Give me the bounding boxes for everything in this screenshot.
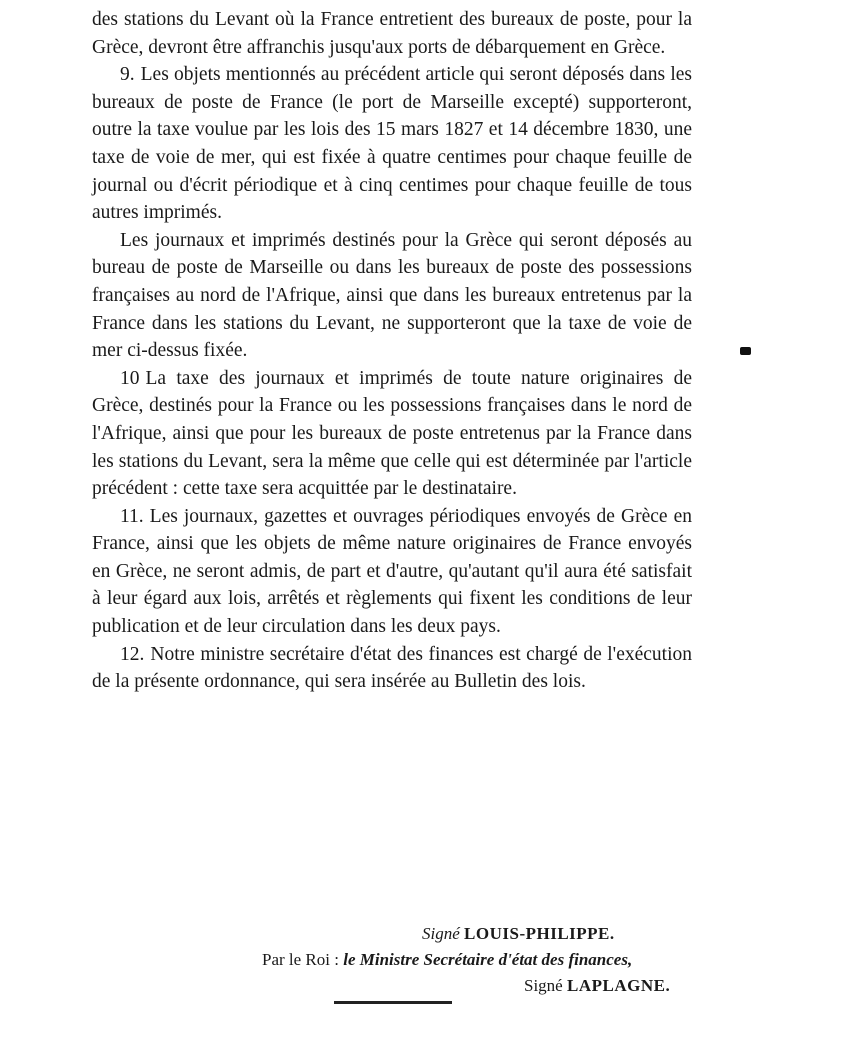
ordinance-body xyxy=(92,6,692,696)
paragraph-text: Les objets mentionnés au précédent article qui seront déposés dans les bureaux de poste de France (le port de Marseille excepté) supporteront, outre la taxe voulue par les lois des 15 mars 1827 et 14 décembre 1830, une taxe de voie de mer, qui est fixée à quatre centimes pour chaque feuille de journal ou d'écrit périodique et à cinq centimes pour chaque feuille de tous autres imprimés. xyxy=(92,64,692,224)
ink-blot xyxy=(740,347,751,355)
paragraph-text: Notre ministre secrétaire d'état des finances est chargé de l'exécution de la présente ordonnance, qui sera insérée au Bulletin des lois. xyxy=(92,643,692,693)
minister-name: LAPLAGNE. xyxy=(566,976,671,995)
article-number: 12. xyxy=(120,643,145,665)
minister-title: le Ministre Secrétaire d'état des finances, xyxy=(343,950,633,969)
paragraph-text: Les journaux, gazettes et ouvrages périodiques envoyés de Grèce en France, ainsi que les objets de même nature originaires de France envoyés en Grèce, ne seront admis, de part et d'autre, qu'autant qu'il aura été satisfait à leur égard aux lois, arrêtés et règlements qui fixent les conditions de leur publication et de leur circulation dans les deux pays. xyxy=(92,505,692,638)
article-9-continuation xyxy=(92,227,692,365)
article-9 xyxy=(92,61,692,227)
article-number: 11. xyxy=(120,505,144,527)
king-signature xyxy=(422,924,615,944)
minister-signature xyxy=(524,976,670,996)
article-10 xyxy=(92,365,692,503)
article-12 xyxy=(92,641,692,696)
article-number: 10 xyxy=(120,367,140,389)
paragraph-text: Les journaux et imprimés destinés pour la Grèce qui seront déposés au bureau de poste de Marseille ou dans les bureaux de poste des possessions françaises au nord de l'Afrique, ainsi que dans les bureaux entretenus par la France dans les stations du Levant, ne supporteront que la taxe de voie de mer ci-dessus fixée. xyxy=(92,229,692,362)
paragraph-continuation xyxy=(92,6,692,61)
signed-word: Signé xyxy=(524,976,563,995)
king-name: LOUIS-PHILIPPE. xyxy=(464,924,615,943)
paragraph-text: des stations du Levant où la France entretient des bureaux de poste, pour la Grèce, devront être affranchis jusqu'aux ports de débarquement en Grèce. xyxy=(92,9,692,58)
article-11 xyxy=(92,503,692,641)
closing-rule xyxy=(334,1001,452,1004)
par-le-roi: Par le Roi : xyxy=(262,950,339,969)
paragraph-text: La taxe des journaux et imprimés de toute nature originaires de Grèce, destinés pour la France ou les possessions françaises dans le nord de l'Afrique, ainsi que pour les bureaux de poste entretenus par la France dans les stations du Levant, sera la même que celle qui est déterminée par l'article précédent : cette taxe sera acquittée par le destinataire. xyxy=(92,367,692,500)
article-number: 9. xyxy=(120,64,135,86)
signed-word: Signé xyxy=(422,924,460,943)
countersignature-line xyxy=(262,950,632,970)
